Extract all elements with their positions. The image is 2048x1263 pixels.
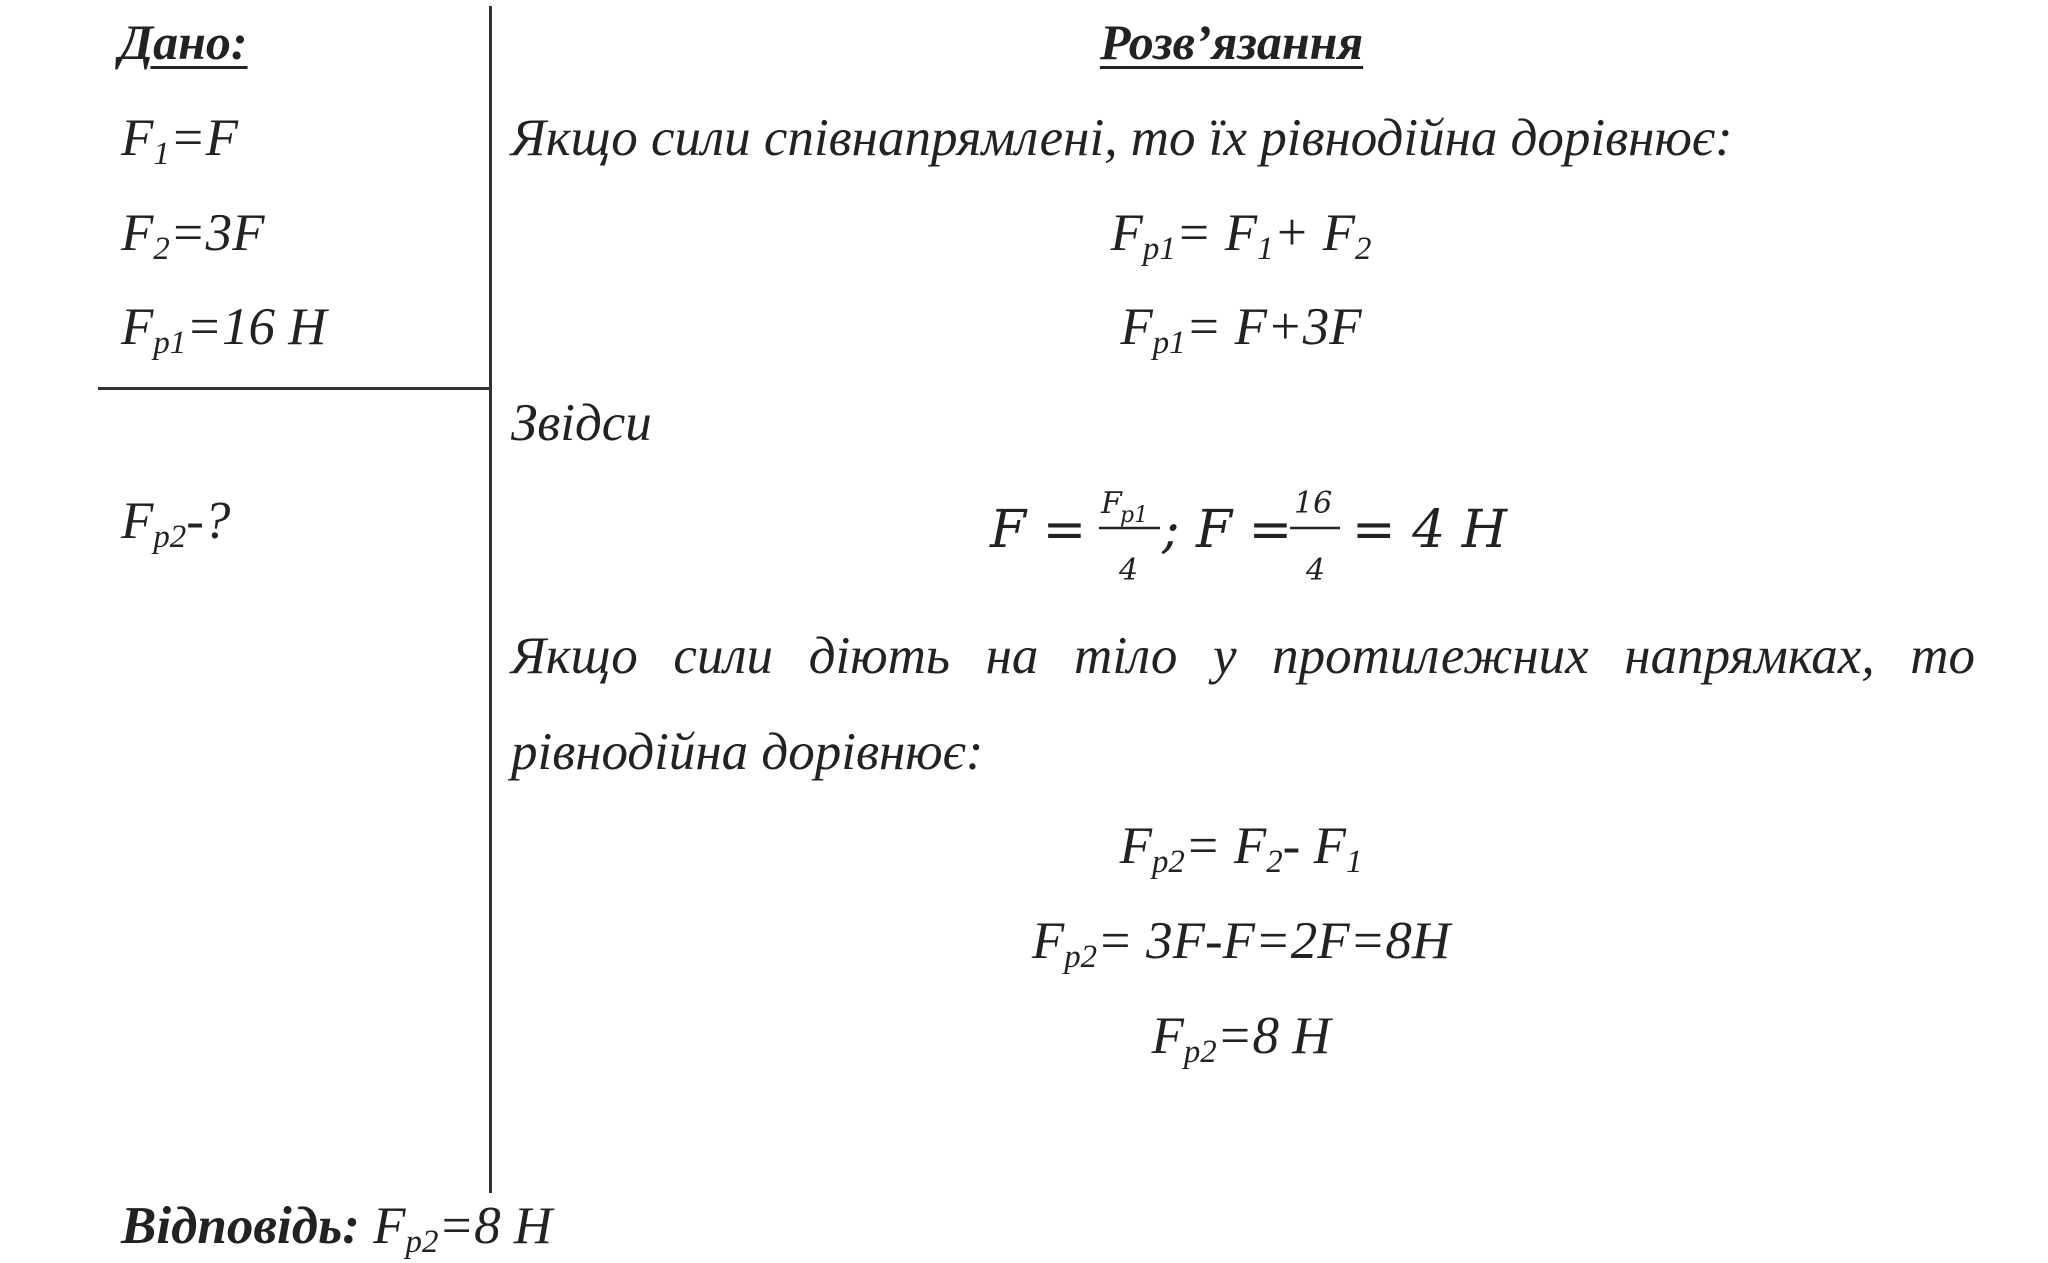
equation-fp1-expanded: $F_{p1}= F+3F$: [1120, 298, 1362, 362]
frac-lhs: F =: [990, 500, 1087, 560]
equation-fp2-result: $F_{p2}=8$ H: [1151, 1007, 1331, 1071]
solution-text-opposite: Якщо сили діють на тіло у протилежних напрямках, то: [511, 627, 1975, 685]
given-f2: $F_2=3F$: [121, 204, 265, 268]
given-f1: $F_1=F$: [121, 109, 238, 173]
frac-rhs: = 4 H: [1352, 500, 1508, 560]
frac-den1: 4: [1119, 553, 1139, 588]
given-underline-divider: [98, 387, 491, 390]
frac-num1: F: [1101, 486, 1122, 521]
given-unknown-fp2: $F_{p2}-$?: [121, 492, 231, 556]
answer-line: Відповідь: $F_{p2}=8$ H: [121, 1197, 553, 1261]
solution-text-hence: Звідси: [511, 394, 652, 452]
frac-num1-sub: p1: [1120, 503, 1149, 528]
solution-text-resultant: рівнодійна дорівнює:: [511, 723, 984, 781]
given-heading: Дано:: [119, 14, 248, 70]
equation-fp2-expanded: $F_{p2}= 3F-F=2F=8H$: [1031, 912, 1451, 976]
equation-fp2-difference: $F_{p2}= F_2-$ $F_1$: [1119, 817, 1363, 881]
solution-text-codirected: Якщо сили співнапрямлені, то їх рівнодійна дорівнює:: [511, 109, 1733, 167]
frac-num2: 16: [1294, 486, 1333, 521]
frac-mid: ; F =: [1162, 500, 1293, 560]
equation-fp1-sum: $F_{p1}= F_1+ F_2$: [1110, 204, 1372, 268]
solution-heading: Розв’язання: [1100, 14, 1364, 70]
given-fp1: $F_{p1}=16$ H: [121, 298, 327, 362]
frac-den2: 4: [1306, 553, 1326, 588]
answer-label: Відповідь:: [121, 1197, 360, 1255]
